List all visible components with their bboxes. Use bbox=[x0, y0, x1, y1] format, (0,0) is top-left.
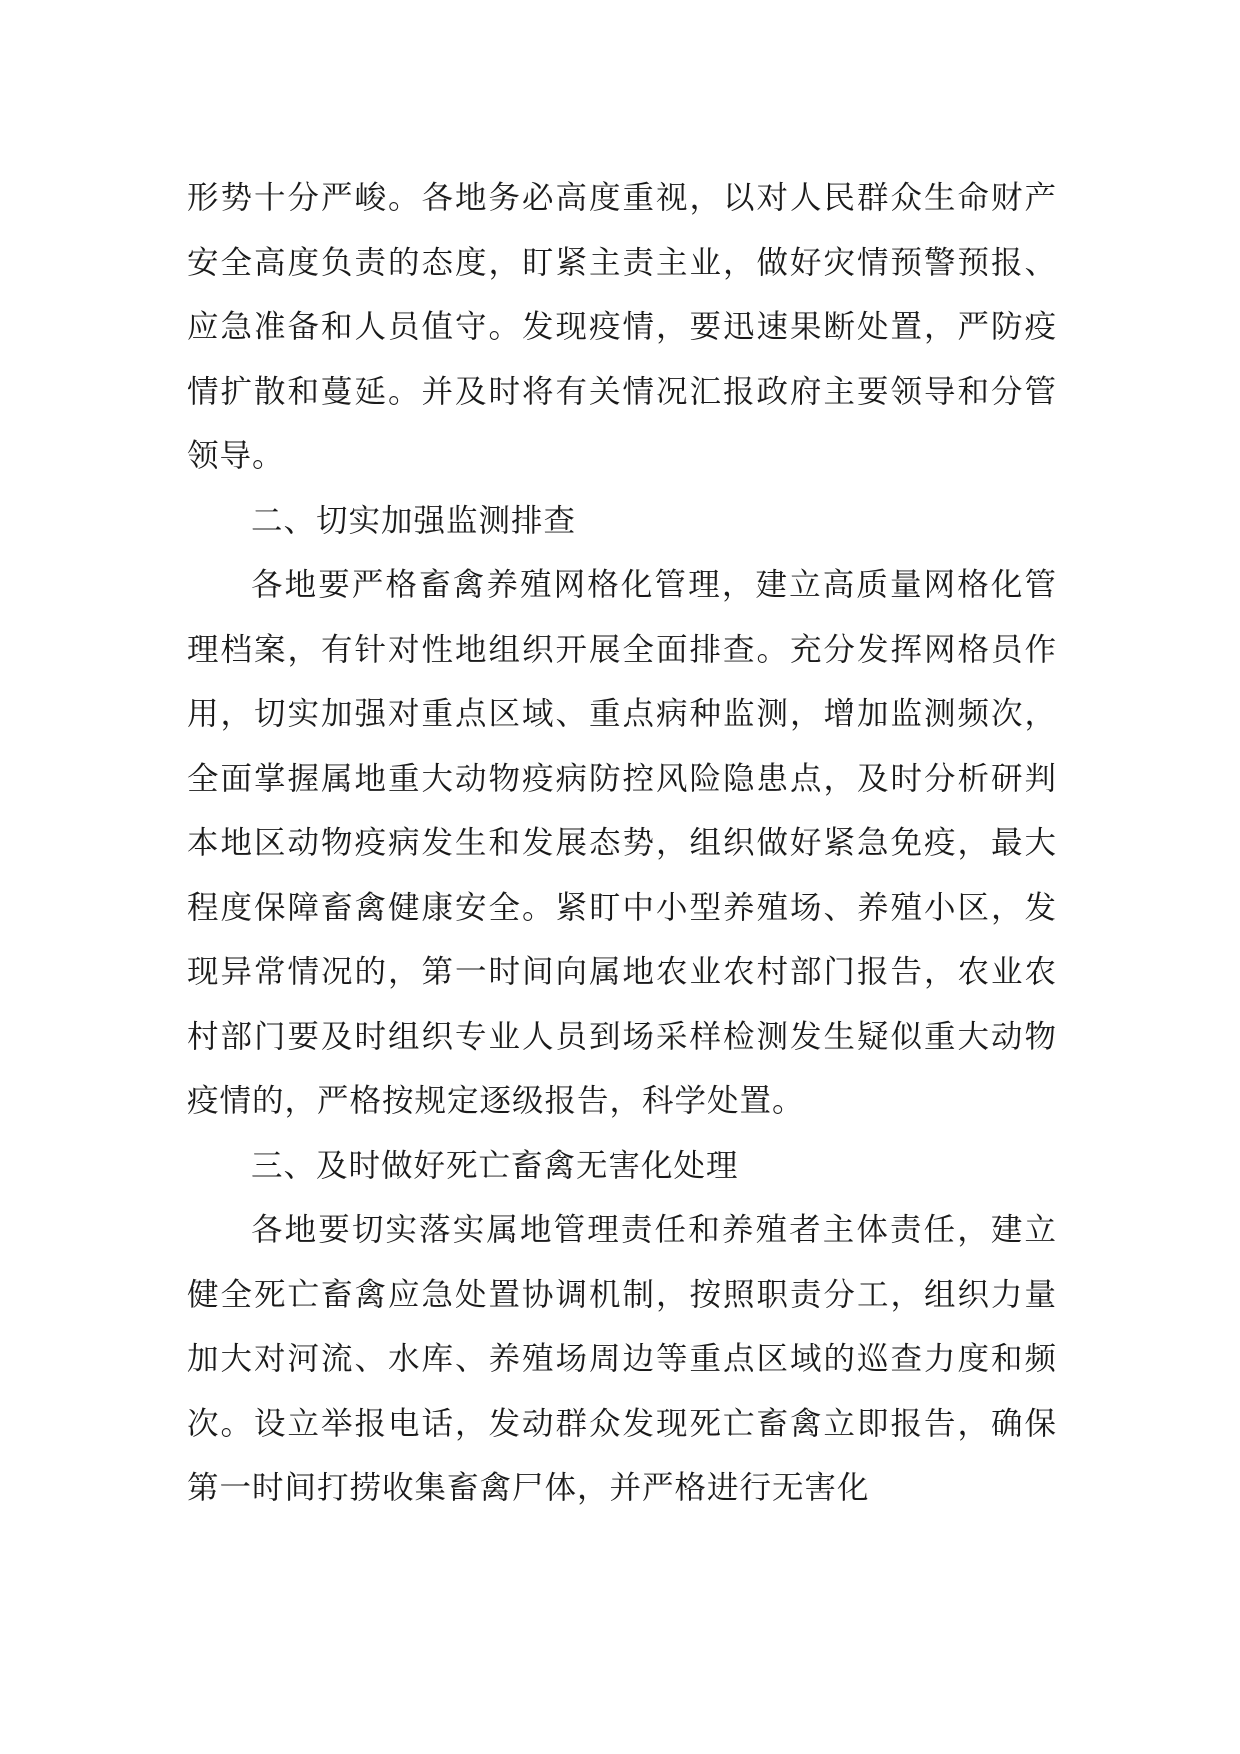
document-body bbox=[187, 166, 1057, 1521]
paragraph-situation: 形势十分严峻。各地务必高度重视，以对人民群众生命财产安全高度负责的态度，盯紧主责主业，做好灾情预警预报、应急准备和人员值守。发现疫情，要迅速果断处置，严防疫情扩散和蔓延。并及时将有关情况汇报政府主要领导和分管领导。 bbox=[187, 180, 1057, 474]
paragraph-monitoring: 各地要严格畜禽养殖网格化管理，建立高质量网格化管理档案，有针对性地组织开展全面排查。充分发挥网格员作用，切实加强对重点区域、重点病种监测，增加监测频次，全面掌握属地重大动物疫病防控风险隐患点，及时分析研判本地区动物疫病发生和发展态势，组织做好紧急免疫，最大程度保障畜禽健康安全。紧盯中小型养殖场、养殖小区，发现异常情况的，第一时间向属地农业农村部门报告，农业农村部门要及时组织专业人员到场采样检测发生疑似重大动物疫情的，严格按规定逐级报告，科学处置。 bbox=[187, 567, 1057, 1119]
paragraph-disposal: 各地要切实落实属地管理责任和养殖者主体责任，建立健全死亡畜禽应急处置协调机制，按照职责分工，组织力量加大对河流、水库、养殖场周边等重点区域的巡查力度和频次。设立举报电话，发动群众发现死亡畜禽立即报告，确保第一时间打捞收集畜禽尸体，并严格进行无害化 bbox=[187, 1212, 1057, 1506]
section-heading-disposal: 三、及时做好死亡畜禽无害化处理 bbox=[251, 1147, 739, 1184]
section-heading-monitoring: 二、切实加强监测排查 bbox=[251, 502, 577, 539]
